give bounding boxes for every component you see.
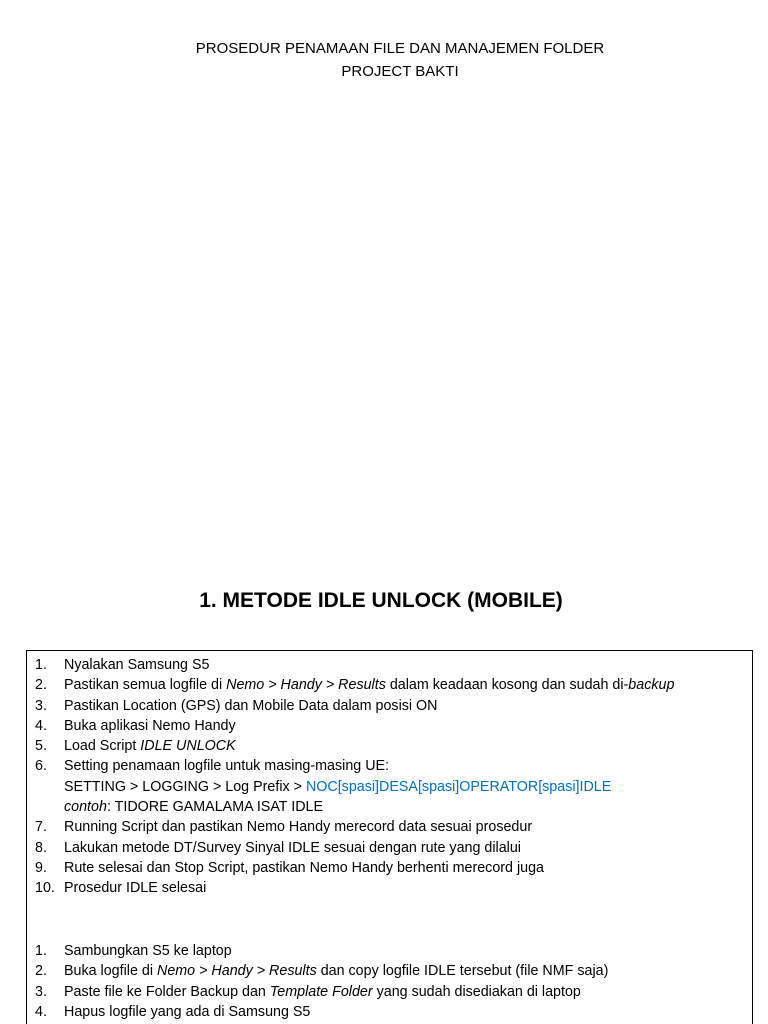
step-text: Nyalakan Samsung S5 bbox=[64, 657, 210, 673]
list-item bbox=[27, 982, 752, 1002]
step-number: 7. bbox=[35, 819, 47, 836]
section-heading: 1. METODE IDLE UNLOCK (MOBILE) bbox=[199, 589, 563, 612]
step-number: 5. bbox=[35, 738, 47, 755]
list-item bbox=[27, 736, 752, 756]
list-item bbox=[27, 858, 752, 878]
example-label: contoh bbox=[64, 799, 107, 816]
list-item bbox=[27, 817, 752, 837]
step-path: Template Folder bbox=[269, 983, 373, 1000]
step-number: 4. bbox=[35, 1003, 47, 1020]
step-text: Pastikan semua logfile di bbox=[64, 677, 227, 694]
step-number: 8. bbox=[35, 839, 47, 856]
example-text: : TIDORE GAMALAMA ISAT IDLE bbox=[106, 799, 324, 816]
step-number: 10. bbox=[35, 880, 55, 897]
document-title: PROSEDUR PENAMAAN FILE DAN MANAJEMEN FOLDER bbox=[195, 40, 605, 57]
document-subtitle: PROJECT BAKTI bbox=[341, 63, 459, 80]
step-text: dan copy logfile IDLE tersebut (file NMF saja) bbox=[316, 963, 609, 980]
step-italic: IDLE UNLOCK bbox=[140, 738, 236, 755]
setting-path: SETTING > LOGGING > Log Prefix > bbox=[64, 778, 306, 795]
list-item bbox=[27, 675, 752, 695]
step-text: Paste file ke Folder Backup dan bbox=[64, 983, 270, 1000]
list-item-continuation bbox=[27, 777, 752, 797]
procedure-box bbox=[26, 650, 753, 1024]
step-text: Running Script dan pastikan Nemo Handy merecord data sesuai prosedur bbox=[64, 819, 533, 836]
step-text: Load Script bbox=[64, 738, 141, 755]
list-item-continuation bbox=[27, 797, 752, 817]
list-item bbox=[27, 696, 752, 716]
step-italic: backup bbox=[628, 677, 675, 694]
list-item bbox=[27, 655, 752, 675]
list-item bbox=[27, 716, 752, 736]
step-number: 9. bbox=[35, 859, 47, 876]
log-prefix-format: NOC[spasi]DESA[spasi]OPERATOR[spasi]IDLE bbox=[305, 778, 612, 795]
step-path: Nemo > Handy > Results bbox=[226, 677, 386, 694]
step-number: 1. bbox=[35, 657, 47, 673]
step-text: Buka aplikasi Nemo Handy bbox=[64, 717, 236, 734]
step-text: Prosedur IDLE selesai bbox=[64, 880, 207, 897]
step-text: Sambungkan S5 ke laptop bbox=[64, 943, 232, 959]
list-item bbox=[27, 756, 752, 776]
step-text: Hapus logfile yang ada di Samsung S5 bbox=[64, 1003, 311, 1020]
list-item bbox=[27, 961, 752, 981]
step-text: Buka logfile di bbox=[64, 963, 157, 980]
step-text: Pastikan Location (GPS) dan Mobile Data dalam posisi ON bbox=[64, 697, 438, 714]
step-number: 3. bbox=[35, 983, 47, 1000]
list-item bbox=[27, 941, 752, 961]
step-number: 2. bbox=[35, 963, 47, 980]
step-text: yang sudah disediakan di laptop bbox=[372, 983, 581, 1000]
procedure-list-idle bbox=[27, 655, 752, 899]
step-text: Setting penamaan logfile untuk masing-masing UE: bbox=[64, 758, 390, 775]
step-number: 2. bbox=[35, 677, 47, 694]
step-number: 1. bbox=[35, 943, 47, 959]
step-text: dalam keadaan kosong dan sudah di- bbox=[385, 677, 629, 694]
step-text: Lakukan metode DT/Survey Sinyal IDLE sesuai dengan rute yang dilalui bbox=[64, 839, 521, 856]
step-text: Rute selesai dan Stop Script, pastikan Nemo Handy berhenti merecord juga bbox=[64, 859, 544, 876]
step-number: 6. bbox=[35, 758, 47, 775]
list-item bbox=[27, 1002, 752, 1022]
step-path: Nemo > Handy > Results bbox=[157, 963, 317, 980]
step-number: 4. bbox=[35, 717, 47, 734]
step-number: 3. bbox=[35, 697, 47, 714]
procedure-list-backup bbox=[27, 941, 752, 1022]
list-item bbox=[27, 878, 752, 898]
list-item bbox=[27, 838, 752, 858]
